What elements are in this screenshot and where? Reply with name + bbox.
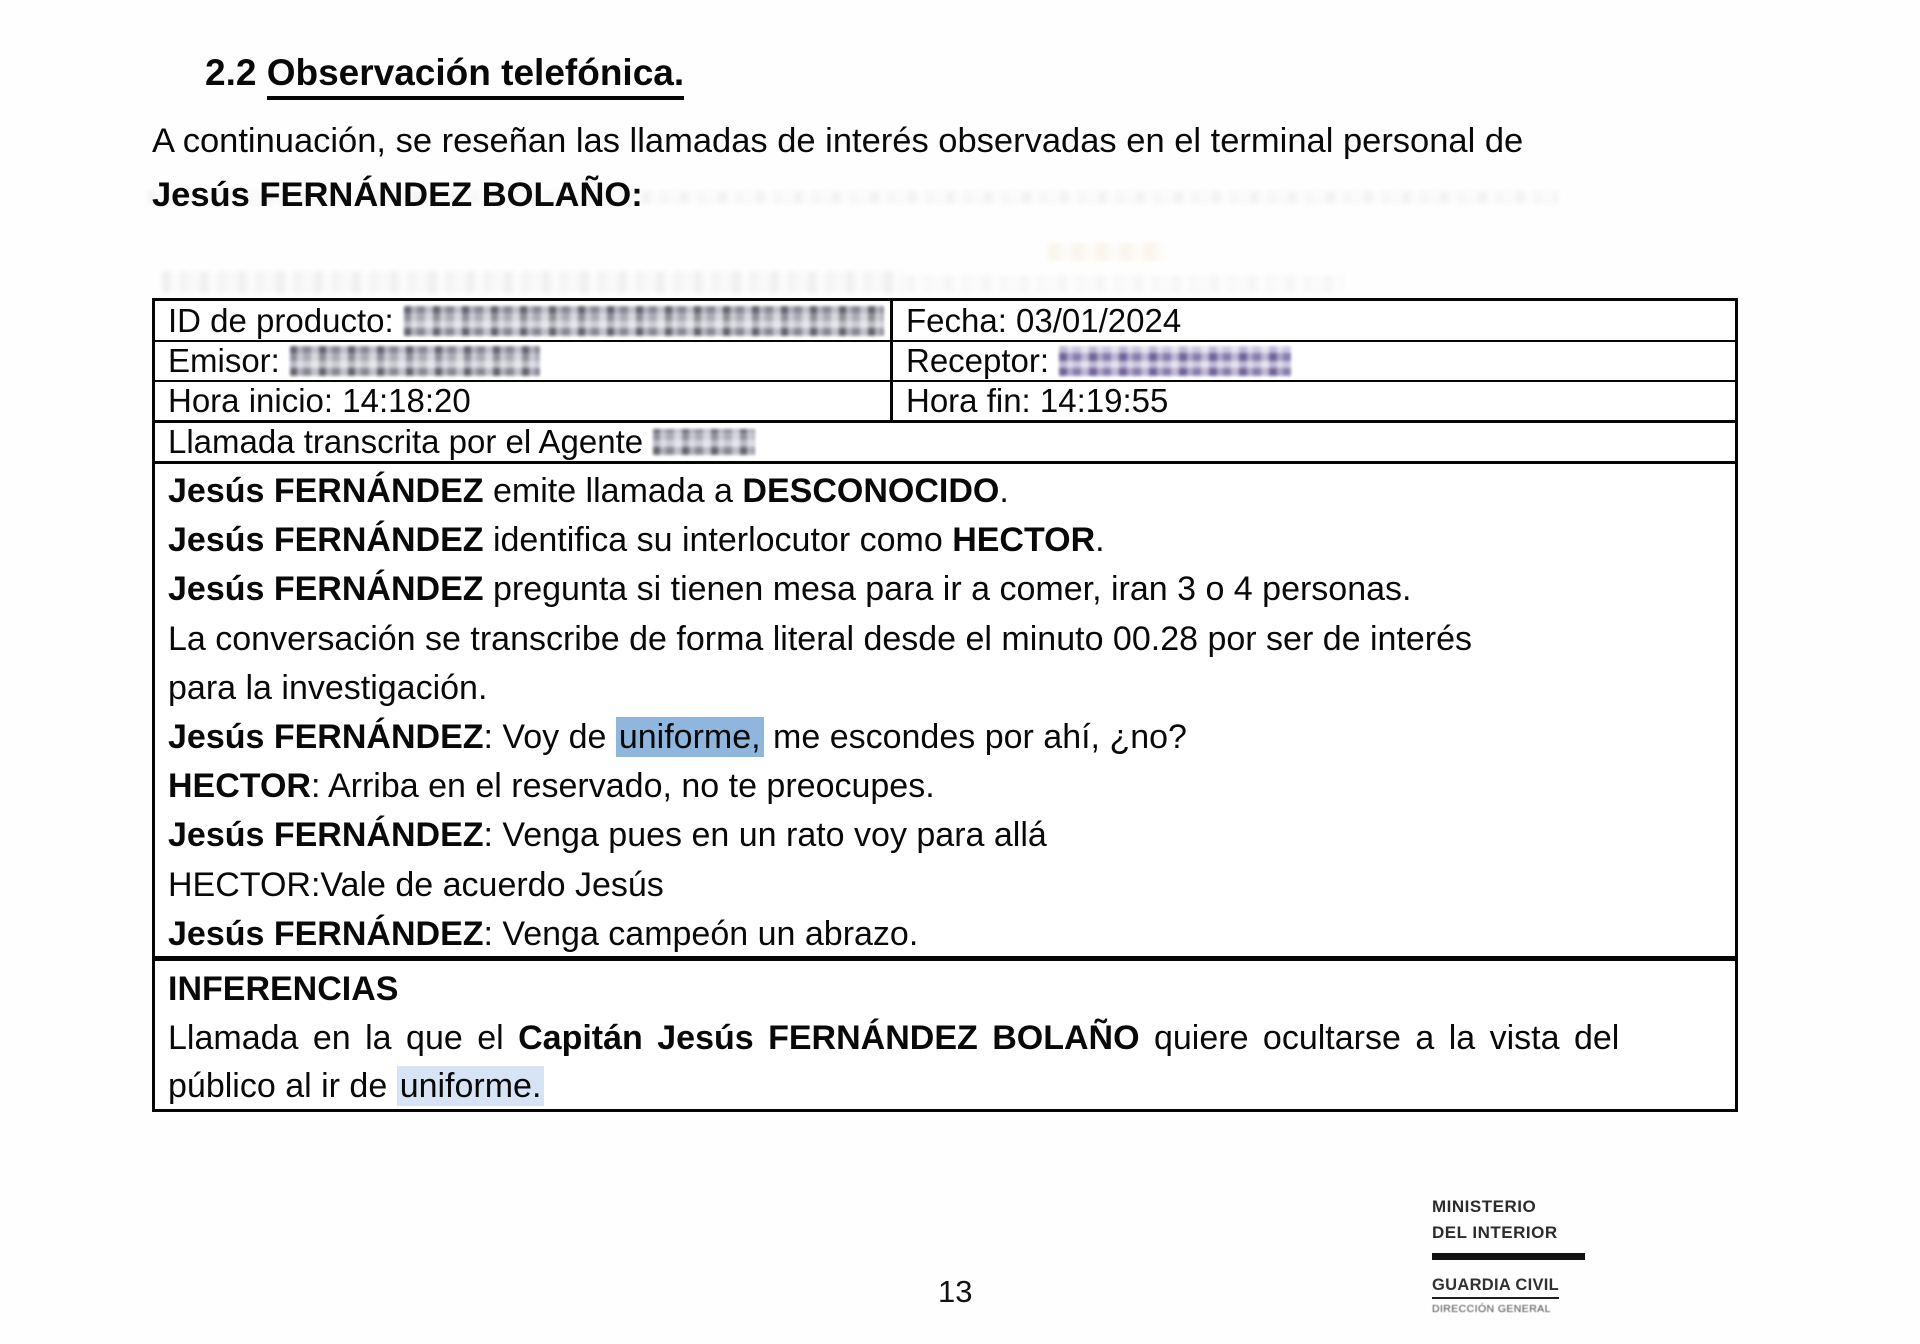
direccion-general-label: DIRECCIÓN GENERAL: [1432, 1303, 1551, 1315]
text-segment: HECTOR:Vale de acuerdo Jesús: [168, 865, 664, 904]
text-segment: Jesús FERNÁNDEZ: [168, 914, 484, 953]
text-segment: Jesús FERNÁNDEZ: [168, 718, 484, 757]
inferencias-title: INFERENCIAS: [168, 970, 399, 1008]
text-segment: : Venga campeón un abrazo.: [483, 914, 919, 953]
redacted-receptor: [1059, 346, 1291, 376]
redacted-agent-id: [653, 429, 755, 455]
redacted-emisor: [290, 346, 540, 376]
ministry-divider-bar: [1432, 1253, 1585, 1260]
text-segment: DESCONOCIDO: [742, 472, 1000, 510]
text-segment: Jesús FERNÁNDEZ: [168, 472, 484, 510]
table-row-parties: [155, 342, 1735, 382]
text-segment: Llamada en la que el: [168, 1018, 519, 1057]
text-line: [168, 664, 1719, 713]
inferencias-block: [155, 961, 1735, 1111]
cell-transcriber: [155, 423, 1735, 461]
cell-hora-fin: [893, 382, 1735, 420]
text-segment: quiere ocultarse a la vista del: [1139, 1018, 1620, 1057]
page-number: 13: [938, 1274, 973, 1309]
scan-smudge: [1048, 243, 1164, 261]
text-line: [168, 811, 1719, 860]
text-segment: .: [1095, 521, 1105, 560]
text-segment: me escondes por ahí, ¿no?: [763, 718, 1187, 757]
text-line: [168, 910, 1719, 959]
highlighted-text: uniforme,: [616, 717, 764, 757]
section-heading: [205, 52, 684, 94]
call-record-table: [152, 298, 1738, 1112]
transcript-block: [155, 464, 1735, 961]
text-segment: .: [999, 472, 1009, 510]
text-segment: Jesús FERNÁNDEZ: [168, 816, 484, 855]
text-segment: Jesús FERNÁNDEZ: [168, 570, 484, 609]
text-line: [168, 516, 1719, 565]
table-row-times: [155, 382, 1735, 423]
text-segment: pregunta si tienen mesa para ir a comer, iran 3 o 4 personas.: [483, 570, 1412, 609]
table-row-transcriber: [155, 423, 1735, 464]
text-line: [168, 565, 1719, 614]
ministry-line-1: MINISTERIO: [1432, 1197, 1537, 1216]
table-row-product: [155, 301, 1735, 342]
text-line: [168, 1062, 1719, 1111]
ministry-line-2: DEL INTERIOR: [1432, 1223, 1558, 1242]
ministry-stamp: [1432, 1194, 1585, 1315]
text-segment: Jesús FERNÁNDEZ: [168, 521, 484, 560]
text-line: [168, 467, 1719, 516]
cell-receptor: [893, 342, 1735, 380]
intro-line-2: Jesús FERNÁNDEZ BOLAÑO:: [152, 176, 643, 214]
text-line: [168, 615, 1719, 664]
hora-fin-value: Hora fin: 14:19:55: [906, 382, 1169, 419]
text-segment: : Arriba en el reservado, no te preocupes.: [310, 767, 935, 806]
section-number: 2.2: [205, 52, 257, 93]
cell-emisor: [155, 342, 893, 380]
fecha-value: Fecha: 03/01/2024: [906, 301, 1182, 339]
text-segment: Capitán Jesús FERNÁNDEZ BOLAÑO: [518, 1018, 1140, 1057]
text-segment: emite llamada a: [483, 472, 743, 510]
text-segment: HECTOR: [168, 767, 311, 806]
guardia-civil-label: GUARDIA CIVIL: [1432, 1276, 1559, 1299]
transcriber-label: Llamada transcrita por el Agente: [168, 423, 644, 460]
highlighted-text: uniforme.: [397, 1066, 545, 1106]
text-line: [168, 762, 1719, 811]
cell-id-producto: [155, 301, 893, 340]
text-segment: para la investigación.: [168, 668, 488, 707]
text-segment: público al ir de: [168, 1067, 397, 1105]
text-segment: : Voy de: [483, 718, 616, 757]
text-line: [168, 713, 1719, 762]
scan-blur-band: [162, 271, 904, 293]
inferencias-body: [168, 1014, 1719, 1111]
text-segment: La conversación se transcribe de forma literal desde el minuto 00.28 por ser de interés: [168, 619, 1473, 658]
cell-fecha: [893, 301, 1735, 340]
text-segment: identifica su interlocutor como: [483, 521, 953, 560]
cell-hora-inicio: [155, 382, 893, 420]
receptor-label: Receptor:: [906, 342, 1050, 379]
text-segment: HECTOR: [952, 521, 1096, 560]
id-producto-label: ID de producto:: [168, 301, 394, 339]
section-title: Observación telefónica.: [267, 52, 684, 100]
text-line: [168, 1014, 1719, 1063]
text-segment: : Venga pues en un rato voy para allá: [483, 816, 1047, 855]
emisor-label: Emisor:: [168, 342, 280, 379]
hora-inicio-value: Hora inicio: 14:18:20: [168, 382, 471, 419]
text-line: [168, 861, 1719, 910]
scan-blur-band: [906, 275, 1344, 292]
redacted-product-id: [404, 306, 884, 336]
intro-line-1: A continuación, se reseñan las llamadas de interés observadas en el terminal personal de: [152, 122, 1524, 160]
